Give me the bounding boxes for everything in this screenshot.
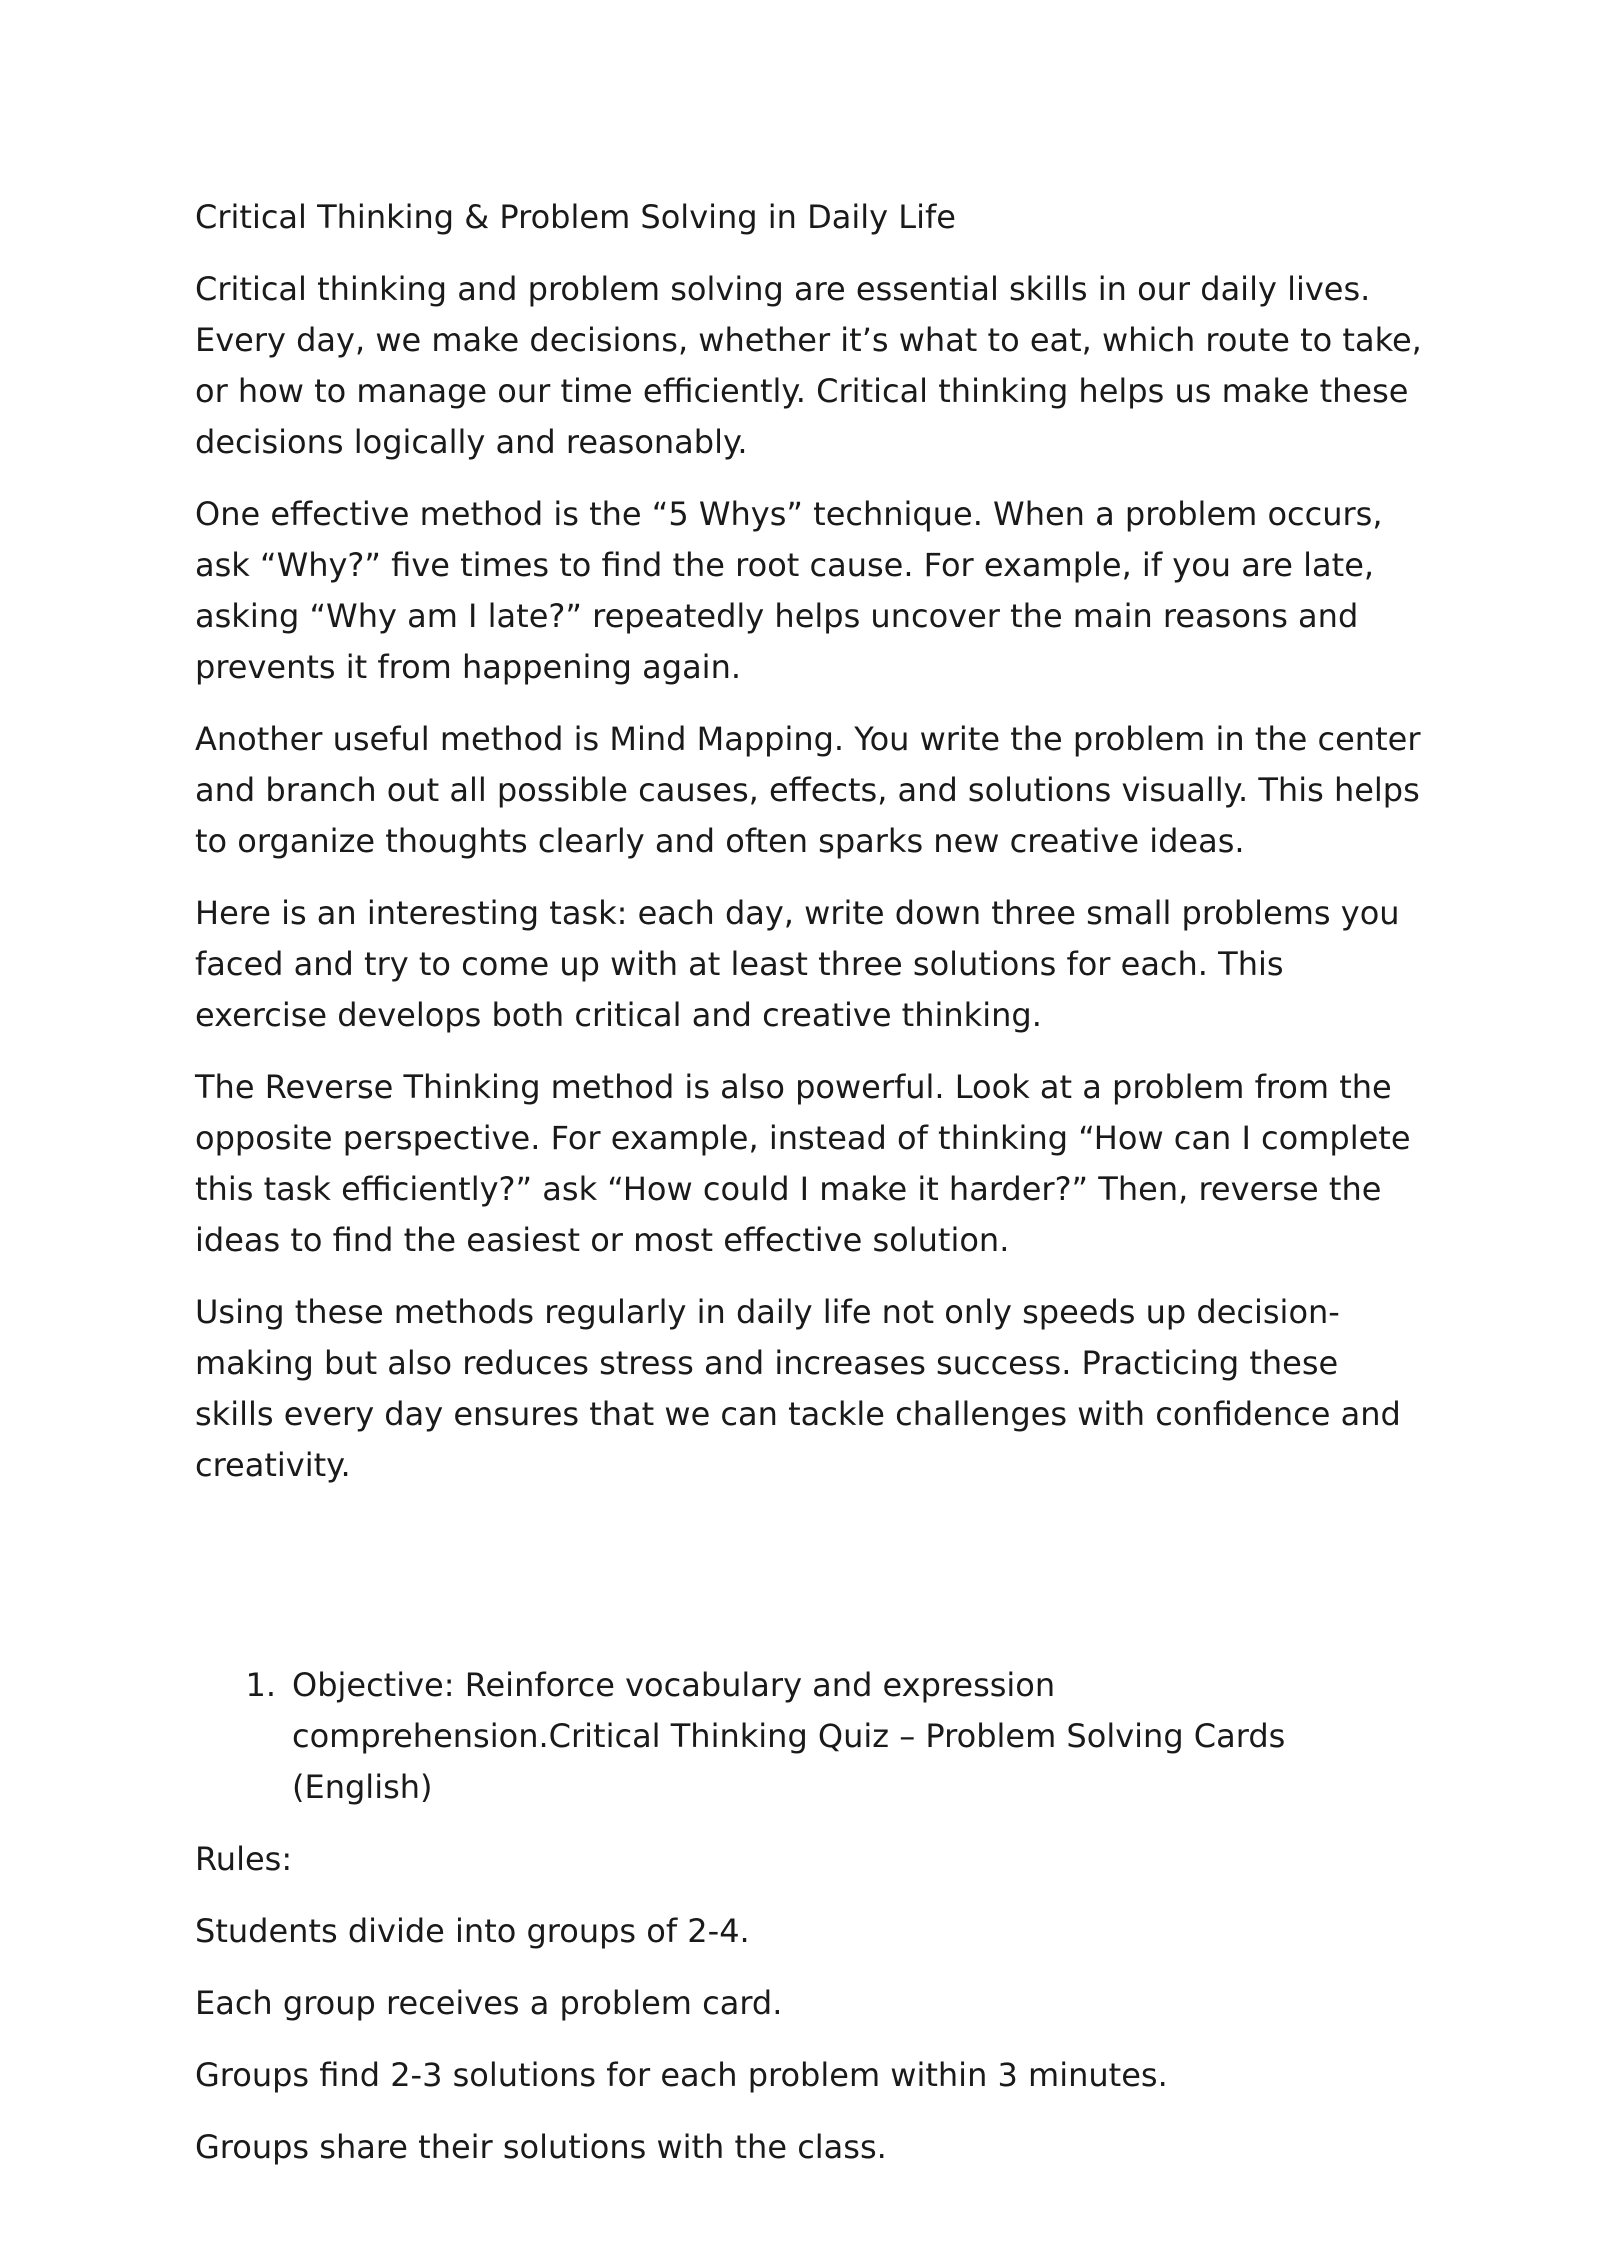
paragraph-mind-mapping: Another useful method is Mind Mapping. You write the problem in the center and branch out all possible causes, effects, and solutions visually. This helps to organize thoughts clearly and often sparks new creative ideas. (195, 720, 1421, 860)
blank-space (195, 1512, 1425, 1660)
paragraph-intro: Critical thinking and problem solving are essential skills in our daily lives. Every day, we make decisions, whether it’s what to eat, which route to take, or how to manage our time efficiently. Critical thinking helps us make these decisions logically and reasonably. (195, 270, 1422, 461)
rule-groups: Students divide into groups of 2-4. (195, 1912, 750, 1950)
rule-problem-card: Each group receives a problem card. (195, 1984, 783, 2022)
document-title: Critical Thinking & Problem Solving in Daily Life (195, 198, 956, 236)
document-body (195, 192, 1425, 2194)
paragraph-conclusion: Using these methods regularly in daily life not only speeds up decision-making but also reduces stress and increases success. Practicing these skills every day ensures that we can tackle challenges with confidence and creativity. (195, 1293, 1401, 1484)
list-item-text: Objective: Reinforce vocabulary and expression comprehension.Critical Thinking Quiz – Problem Solving Cards (English) (292, 1666, 1286, 1806)
list-item-number: 1. (245, 1666, 276, 1704)
rule-share-solutions: Groups share their solutions with the class. (195, 2128, 887, 2166)
paragraph-reverse-thinking: The Reverse Thinking method is also powerful. Look at a problem from the opposite perspective. For example, instead of thinking “How can I complete this task efficiently?” ask “How could I make it harder?” Then, reverse the ideas to find the easiest or most effective solution. (195, 1068, 1411, 1259)
paragraph-five-whys: One effective method is the “5 Whys” technique. When a problem occurs, ask “Why?” five times to find the root cause. For example, if you are late, asking “Why am I late?” repeatedly helps uncover the main reasons and prevents it from happening again. (195, 495, 1383, 686)
rules-heading: Rules: (195, 1840, 293, 1878)
paragraph-daily-task: Here is an interesting task: each day, write down three small problems you faced and try to come up with at least three solutions for each. This exercise develops both critical and creative thinking. (195, 894, 1400, 1034)
numbered-list (195, 1660, 1425, 1813)
list-item (195, 1660, 1425, 1813)
rule-find-solutions: Groups find 2-3 solutions for each problem within 3 minutes. (195, 2056, 1168, 2094)
